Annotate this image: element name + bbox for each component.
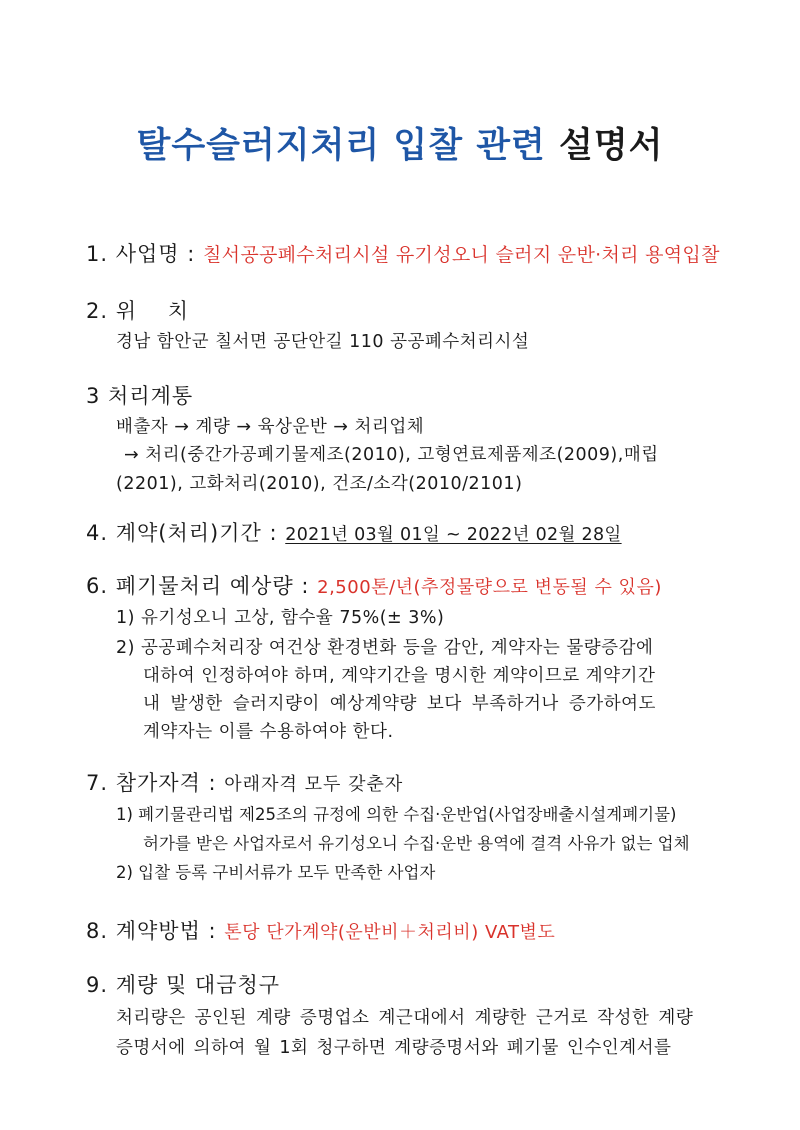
section-4-heading: 4. 계약(처리)기간 : [86, 521, 278, 545]
section-7-heading: 7. 참가자격 : [86, 771, 217, 795]
section-4 [86, 517, 622, 547]
title-suffix: 설명서 [559, 126, 664, 166]
section-9-line: 증명서에 의하여 월 1회 청구하면 계량증명서와 폐기물 인수인계서를 [116, 1038, 672, 1058]
section-6-item: 내 발생한 슬러지량이 예상계약량 보다 부족하거나 증가하여도 [143, 694, 656, 714]
section-6 [86, 570, 662, 600]
section-6-heading: 6. 폐기물처리 예상량 : [86, 574, 310, 598]
expected-volume: 2,500톤/년(추정물량으로 변동될 수 있음) [317, 577, 662, 598]
process-flow-line: → 처리(중간가공폐기물제조(2010), 고형연료제품제조(2009),매립 [124, 445, 659, 465]
section-7-item: 1) 폐기물관리법 제25조의 규정에 의한 수집·운반업(사업장배출시설계폐기물) [116, 805, 677, 824]
project-name: 칠서공공폐수처리시설 유기성오니 슬러지 운반·처리 용역입찰 [203, 244, 720, 266]
section-3-heading: 3 처리계통 [86, 384, 194, 408]
section-1-heading: 1. 사업명 : [86, 242, 196, 266]
section-9-line: 처리량은 공인된 계량 증명업소 계근대에서 계량한 근거로 작성한 계량 [116, 1008, 694, 1028]
section-6-item: 1) 유기성오니 고상, 함수율 75%(± 3%) [116, 608, 445, 628]
qualification-summary: 아래자격 모두 갖춘자 [224, 774, 404, 795]
section-6-item: 대하여 인정하여야 하며, 계약기간을 명시한 계약이므로 계약기간 [143, 666, 656, 686]
section-8 [86, 915, 555, 945]
document-title [0, 118, 800, 168]
process-flow-line: (2201), 고화처리(2010), 건조/소각(2010/2101) [116, 474, 523, 494]
section-2-heading: 2. 위 치 [86, 299, 189, 323]
process-flow-line: 배출자 → 계량 → 육상운반 → 처리업체 [116, 417, 425, 437]
section-6-item: 2) 공공폐수처리장 여건상 환경변화 등을 감안, 계약자는 물량증감에 [116, 638, 654, 658]
section-7-item: 허가를 받은 사업자로서 유기성오니 수집·운반 용역에 결격 사유가 없는 업체 [143, 834, 690, 853]
section-1 [86, 238, 720, 268]
contract-method: 톤당 단가계약(운반비＋처리비) VAT별도 [224, 922, 556, 943]
section-6-item: 계약자는 이를 수용하여야 한다. [143, 722, 394, 742]
section-8-heading: 8. 계약방법 : [86, 919, 217, 943]
location-address: 경남 함안군 칠서면 공단안길 110 공공폐수처리시설 [116, 332, 530, 352]
section-7-item: 2) 입찰 등록 구비서류가 모두 만족한 사업자 [116, 863, 436, 882]
contract-period: 2021년 03월 01일 ~ 2022년 02월 28일 [285, 525, 622, 545]
title-main: 탈수슬러지처리 입찰 관련 [136, 126, 546, 166]
section-9-heading: 9. 계량 및 대금청구 [86, 973, 281, 997]
section-7 [86, 767, 403, 797]
